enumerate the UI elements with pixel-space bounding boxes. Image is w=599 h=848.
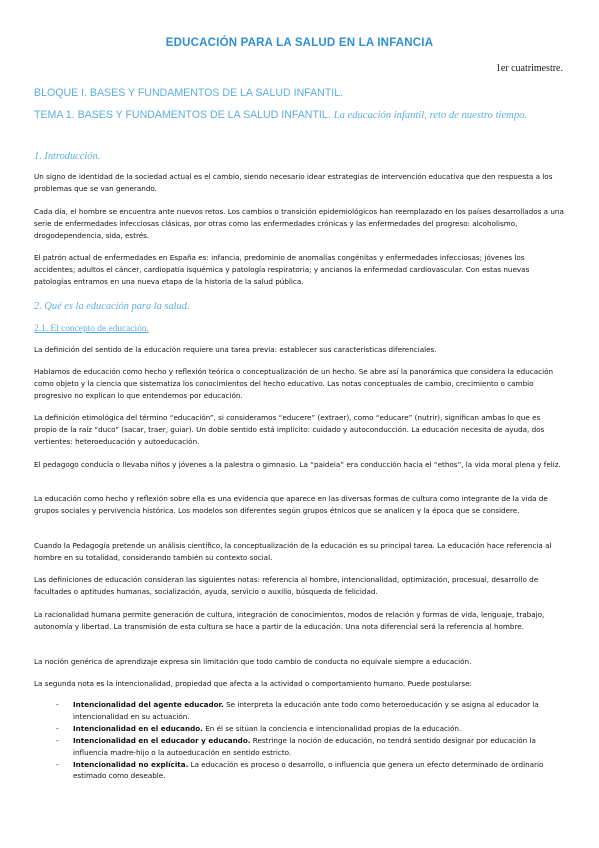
paragraph: Cuando la Pedagogía pretende un análisis científico, la conceptualización de la educación es su principal tarea. La educación hace referencia al hombre en su totalidad, considerando también su contexto social.: [34, 541, 552, 562]
paragraph: La racionalidad humana permite generación de cultura, integración de conocimientos, modos de relación y formas de vida, lenguaje, trabajo, autonomía y libertad. La transmisión de esta cultura se hace a partir de la educación. Una nota diferencial será la referencia al hombre.: [34, 610, 545, 631]
topic-heading-main: TEMA 1. BASES Y FUNDAMENTOS DE LA SALUD INFANTIL.: [34, 109, 331, 121]
list-item-term: Intencionalidad no explícita.: [73, 759, 189, 769]
list-item-text: Se interpreta la educación ante todo como heteroeducación y se asigna al educador la intencionalidad en su actuación.: [73, 700, 539, 721]
paragraph: La noción genérica de aprendizaje expresa sin limitación que todo cambio de conducta no equivale siempre a educación.: [34, 657, 472, 666]
list-item-term: Intencionalidad en el educando.: [73, 723, 203, 733]
paragraph: Un signo de identidad de la sociedad actual es el cambio, siendo necesario idear estrategias de intervención educativa que den respuesta a los problemas que se van generando.: [34, 172, 553, 193]
paragraph: La definición del sentido de la educación requiere una tarea previa: establecer sus características diferenciales.: [34, 345, 437, 354]
paragraph: La educación como hecho y reflexión sobre ella es una evidencia que aparece en las diversas formas de cultura como integrante de la vida de grupos sociales y pervivencia histórica. Los modelos son diferentes según grupos étnicos que se analicen y la época que se considere.: [34, 494, 548, 515]
section-1-heading: 1. Introducción.: [34, 151, 101, 162]
paragraph: El patrón actual de enfermedades en España es: infancia, predominio de anomalías congénitas y enfermedades infecciosas; jóvenes los accidentes; adultos el cáncer, cardiopatía isquémica y patología respiratoria; y ancianos la enfermedad cardiovascular. Con estas nuevas patologías entramos en una nueva etapa de la historia de la salud pública.: [34, 253, 530, 286]
list-item-term: Intencionalidad del agente educador.: [73, 700, 224, 709]
paragraph: Cada día, el hombre se encuentra ante nuevos retos. Los cambios o transición epidemiológicos han reemplazado en los países desarrollados a una serie de enfermedades infecciosas clásicas, por otras como las enfermedades crónicas y las enfermedades del progreso: alcoholismo, drogodependencia, sida, estrés.: [34, 207, 564, 240]
list-item: [34, 723, 565, 735]
paragraph: La definición etimológica del término “educación”, si consideramos “educere” (extraer), como “educare” (nutrir), significan ambas lo que es propio de la raíz “duco” (sacar, traer, guiar). Un doble sentido está implícito: cuidado y autoconducción. La educación necesita de ayuda, dos vertientes: heteroeducación y autoeducación.: [34, 413, 545, 446]
paragraph: Las definiciones de educación consideran las siguientes notas: referencia al hombre, intencionalidad, optimización, procesual, desarrollo de facultades o aptitudes humanas, socialización, ayuda, servicio o auxilio, búsqueda de felicidad.: [34, 575, 539, 596]
paragraph: El pedagogo conducía o llevaba niños y jóvenes a la palestra o gimnasio. La “paideia” era conducción hacia el “ethos”, la vida moral plena y feliz.: [34, 460, 561, 469]
list-item-text: La educación es proceso o desarrollo, o influencia que genera un efecto determinado de ordinario estimado como deseable.: [73, 759, 544, 781]
subsection-2-1-heading: 2.1. El concepto de educación.: [34, 324, 149, 334]
list-item: [34, 699, 565, 723]
block-heading: BLOQUE I. BASES Y FUNDAMENTOS DE LA SALUD INFANTIL.: [34, 87, 344, 99]
list-item: [34, 759, 565, 783]
paragraph: Hablamos de educación como hecho y reflexión teórica o conceptualización de un hecho. Se abre así la panorámica que considera la educación como objeto y la ciencia que sistematiza los conocimientos del hecho educativo. Las notas conceptuales de cambio, crecimiento o cambio progresivo no explican lo que entendemos por educación.: [34, 367, 554, 400]
bullet-marker: -: [56, 735, 59, 745]
list-item-term: Intencionalidad en el educador y educando.: [73, 735, 251, 745]
document-title: EDUCACIÓN PARA LA SALUD EN LA INFANCIA: [165, 37, 434, 49]
list-item-text: Restringe la noción de educación, no tendrá sentido designar por educación la influencia madre-hijo o la autoeducación en sentido estricto.: [73, 735, 536, 757]
bullet-marker: -: [56, 759, 59, 769]
bullet-marker: -: [56, 700, 59, 709]
bullet-marker: -: [56, 723, 59, 733]
list-item-text: En él se sitúan la conciencia e intencionalidad propias de la educación.: [202, 723, 462, 733]
section-2-heading: 2. Qué es la educación para la salud.: [34, 301, 190, 312]
topic-heading-subtitle: La educación infantil, reto de nuestro tiempo.: [333, 110, 528, 121]
topic-heading: [34, 108, 574, 123]
list-item: [34, 735, 565, 759]
term-label: 1er cuatrimestre.: [495, 63, 563, 74]
intentionality-list: [34, 699, 565, 782]
paragraph: La segunda nota es la intencionalidad, propiedad que afecta a la actividad o comportamiento humano. Puede postularse:: [34, 679, 472, 688]
